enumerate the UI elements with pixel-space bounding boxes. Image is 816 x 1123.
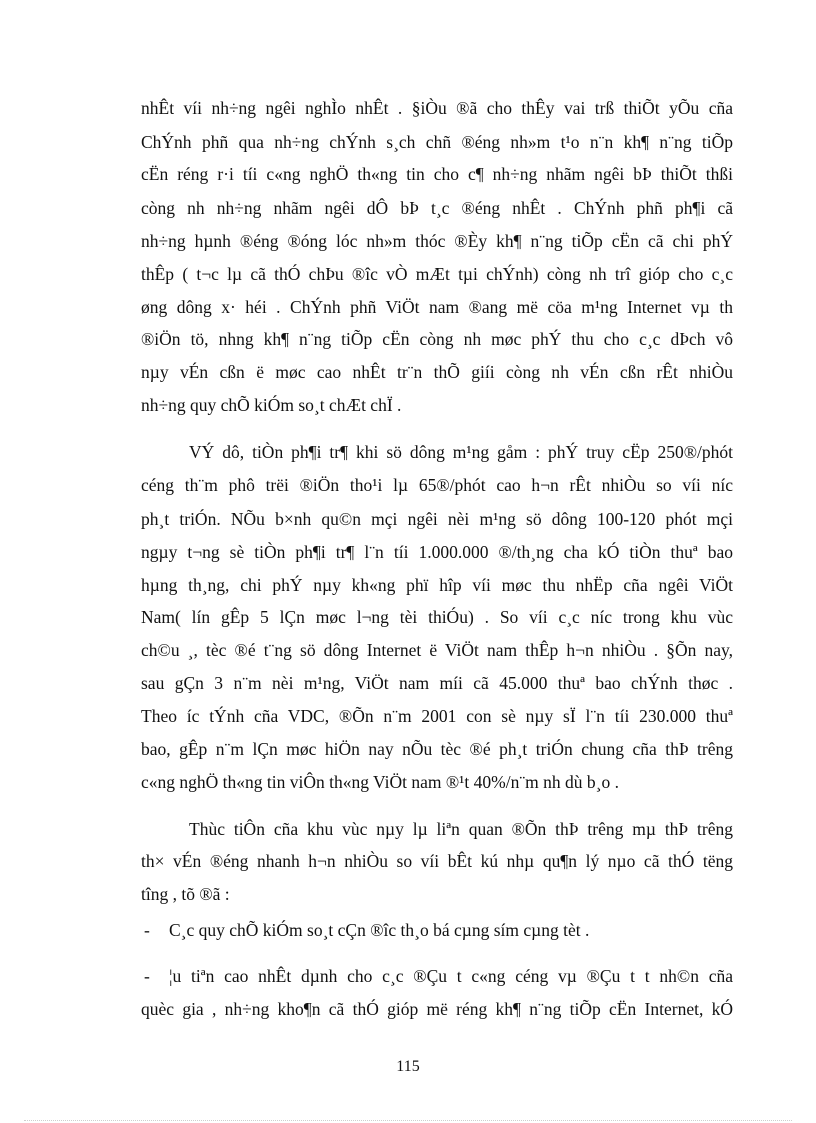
paragraph-3-line: Thùc tiÔn cña khu vùc nµy lµ liªn quan ®Õn thÞ trêng mµ thÞ trêng	[189, 819, 733, 839]
paragraph-3-line: tîng , tõ ®ã :	[141, 884, 230, 904]
paragraph-2-line: ph¸t triÓn. NÕu b×nh qu©n mçi ngêi nèi m¹ng sö dông 100-120 phót mçi	[141, 509, 733, 529]
paragraph-1-line: cËn réng r·i tíi c«ng nghÖ th«ng tin cho c¶ nh÷ng nhãm ngêi bÞ thiÕt thßi	[141, 164, 733, 184]
paragraph-1-line: nhÊt víi nh÷ng ngêi nghÌo nhÊt . §iÒu ®ã cho thÊy vai trß thiÕt yÕu cña	[141, 98, 733, 118]
bullet-dash: -	[144, 920, 150, 940]
paragraph-1-line: nh÷ng quy chÕ kiÓm so¸t chÆt chÏ .	[141, 395, 402, 415]
paragraph-2-line: c«ng nghÖ th«ng tin viÔn th«ng ViÖt nam ®¹t 40%/n¨m nh dù b¸o .	[141, 772, 619, 792]
bullet-text: ¦u tiªn cao nhÊt dµnh cho c¸c ®Çu t c«ng céng vµ ®Çu t t nh©n cña	[169, 966, 733, 986]
paragraph-2-line: bao, gÊp n¨m lÇn møc hiÖn nay nÕu tèc ®é ph¸t triÓn chung cña thÞ trêng	[141, 739, 733, 759]
paragraph-1-line: ChÝnh phñ qua nh÷ng chÝnh s¸ch chñ ®éng nh»m t¹o n¨n kh¶ n¨ng tiÕp	[141, 132, 733, 152]
paragraph-3-line: th× vÉn ®éng nhanh h¬n nhiÒu so víi bÊt kú nhµ qu¶n lý nµo cã thÓ tëng	[141, 851, 733, 871]
page-footer-divider	[24, 1120, 792, 1121]
paragraph-2-line: ngµy t¬ng sè tiÒn ph¶i tr¶ l¨n tíi 1.000.000 ®/th¸ng cha kÓ tiÒn thuª bao	[141, 542, 733, 562]
bullet-text: C¸c quy chÕ kiÓm so¸t cÇn ®îc th¸o bá cµng sím cµng tèt .	[169, 920, 590, 940]
bullet-dash: -	[144, 966, 150, 986]
paragraph-2-line: hµng th¸ng, chi phÝ nµy kh«ng phï hîp víi møc thu nhËp cña ngêi ViÖt	[141, 575, 733, 595]
paragraph-2-line: céng th¨m phô trëi ®iÖn tho¹i lµ 65®/phót cao h¬n rÊt nhiÒu so víi níc	[141, 475, 733, 495]
paragraph-2-line: Theo íc tÝnh cña VDC, ®Õn n¨m 2001 con sè nµy sÏ l¨n tíi 230.000 thuª	[141, 706, 733, 726]
paragraph-1-line: còng nh nh÷ng nhãm ngêi dÔ bÞ t¸c ®éng nhÊt . ChÝnh phñ ph¶i cã	[141, 198, 733, 218]
paragraph-1-line: nh÷ng hµnh ®éng ®óng lóc nh»m thóc ®Èy kh¶ n¨ng tiÕp cËn cã chi phÝ	[141, 231, 733, 251]
paragraph-2-line: sau gÇn 3 n¨m nèi m¹ng, ViÖt nam míi cã 45.000 thuª bao chÝnh thøc .	[141, 673, 733, 693]
paragraph-2-line: Nam( lín gÊp 5 lÇn møc l¬ng tèi thiÓu) . So víi c¸c níc trong khu vùc	[141, 607, 733, 627]
paragraph-1-line: ®iÖn tö, nhng kh¶ n¨ng tiÕp cËn còng nh møc phÝ thu cho c¸c dÞch vô	[141, 329, 733, 349]
paragraph-2-line: ch©u ¸, tèc ®é t¨ng sö dông Internet ë ViÖt nam thÊp h¬n nhiÒu . §Õn nay,	[141, 640, 733, 660]
paragraph-1-line: nµy vÉn cßn ë møc cao nhÊt tr¨n thÕ giíi còng nh vÉn cßn rÊt nhiÒu	[141, 362, 733, 382]
paragraph-1-line: øng dông x· héi . ChÝnh phñ ViÖt nam ®ang më cöa m¹ng Internet vµ th	[141, 297, 733, 317]
bullet-text: quèc gia , nh÷ng kho¶n cã thÓ gióp më réng kh¶ n¨ng tiÕp cËn Internet, kÓ	[141, 999, 733, 1019]
paragraph-2-line: VÝ dô, tiÒn ph¶i tr¶ khi sö dông m¹ng gåm : phÝ truy cËp 250®/phót	[189, 442, 733, 462]
paragraph-1-line: thÊp ( t¬c lµ cã thÓ chÞu ®îc vÒ mÆt tµi chÝnh) còng nh trî gióp cho c¸c	[141, 264, 733, 284]
page-number: 115	[396, 1058, 420, 1075]
